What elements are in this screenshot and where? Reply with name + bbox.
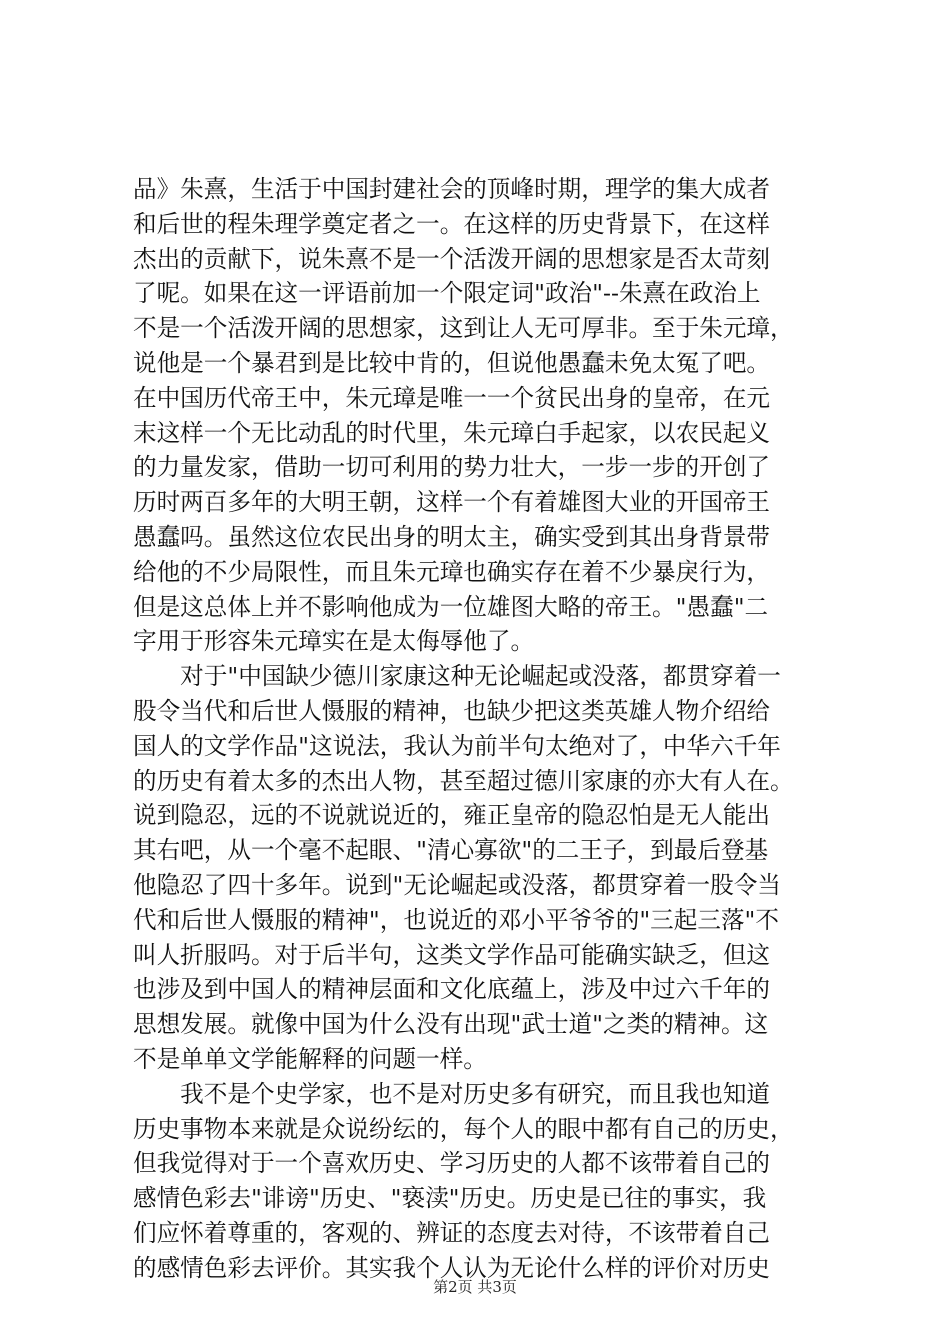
text-line: 字用于形容朱元璋实在是太侮辱他了。 xyxy=(133,627,535,656)
text-line: 股令当代和后世人慑服的精神，也缺少把这类英雄人物介绍给 xyxy=(133,696,771,725)
text-line: 不是一个活泼开阔的思想家，这到让人无可厚非。至于朱元璋， xyxy=(133,314,794,343)
text-line: 杰出的贡献下，说朱熹不是一个活泼开阔的思想家是否太苛刻 xyxy=(133,244,771,273)
text-line: 末这样一个无比动乱的时代里，朱元璋白手起家，以农民起义 xyxy=(133,418,771,447)
text-line: 了呢。如果在这一评语前加一个限定词"政治"--朱熹在政治上 xyxy=(133,279,761,308)
text-line: 的感情色彩去评价。其实我个人认为无论什么样的评价对历史 xyxy=(133,1253,771,1282)
text-line: 和后世的程朱理学奠定者之一。在这样的历史背景下，在这样 xyxy=(133,209,771,238)
text-line: 说到隐忍，远的不说就说近的，雍正皇帝的隐忍怕是无人能出 xyxy=(133,801,771,830)
text-line: 也涉及到中国人的精神层面和文化底蕴上，涉及中过六千年的 xyxy=(133,975,771,1004)
text-line: 对于"中国缺少德川家康这种无论崛起或没落，都贯穿着一 xyxy=(133,662,781,691)
text-line: 品》朱熹，生活于中国封建社会的顶峰时期，理学的集大成者 xyxy=(133,175,771,203)
text-line: 愚蠢吗。虽然这位农民出身的明太主，确实受到其出身背景带 xyxy=(133,522,771,551)
text-line: 给他的不少局限性，而且朱元璋也确实存在着不少暴戾行为， xyxy=(133,557,771,586)
text-line: 的力量发家，借助一切可利用的势力壮大，一步一步的开创了 xyxy=(133,453,771,482)
text-line: 但我觉得对于一个喜欢历史、学习历史的人都不该带着自己的 xyxy=(133,1149,771,1178)
page-number-footer: 第2页 共3页 xyxy=(433,1278,517,1296)
text-line: 在中国历代帝王中，朱元璋是唯一一个贫民出身的皇帝，在元 xyxy=(133,383,771,412)
text-line: 我不是个史学家，也不是对历史多有研究，而且我也知道 xyxy=(133,1079,771,1108)
text-line: 他隐忍了四十多年。说到"无论崛起或没落，都贯穿着一股令当 xyxy=(133,870,781,899)
text-line: 思想发展。就像中国为什么没有出现"武士道"之类的精神。这 xyxy=(133,1010,769,1039)
text-line: 其右吧，从一个毫不起眼、"清心寡欲"的二王子，到最后登基 xyxy=(133,836,769,865)
text-line: 历时两百多年的大明王朝，这样一个有着雄图大业的开国帝王 xyxy=(133,488,771,517)
text-line: 感情色彩去"诽谤"历史、"亵渎"历史。历史是已往的事实，我 xyxy=(133,1184,767,1213)
text-line: 代和后世人慑服的精神"，也说近的邓小平爷爷的"三起三落"不 xyxy=(133,905,779,934)
text-line: 说他是一个暴君到是比较中肯的，但说他愚蠢未免太冤了吧。 xyxy=(133,348,771,377)
text-line: 历史事物本来就是众说纷纭的，每个人的眼中都有自己的历史， xyxy=(133,1114,794,1143)
text-line: 叫人折服吗。对于后半句，这类文学作品可能确实缺乏，但这 xyxy=(133,940,771,969)
body-text xyxy=(133,172,833,1286)
text-line: 国人的文学作品"这说法，我认为前半句太绝对了，中华六千年 xyxy=(133,731,781,760)
text-line: 们应怀着尊重的，客观的、辨证的态度去对待，不该带着自己 xyxy=(133,1218,771,1247)
text-line: 但是这总体上并不影响他成为一位雄图大略的帝王。"愚蠢"二 xyxy=(133,592,769,621)
text-line: 的历史有着太多的杰出人物，甚至超过德川家康的亦大有人在。 xyxy=(133,766,794,795)
text-line: 不是单单文学能解释的问题一样。 xyxy=(133,1044,487,1073)
